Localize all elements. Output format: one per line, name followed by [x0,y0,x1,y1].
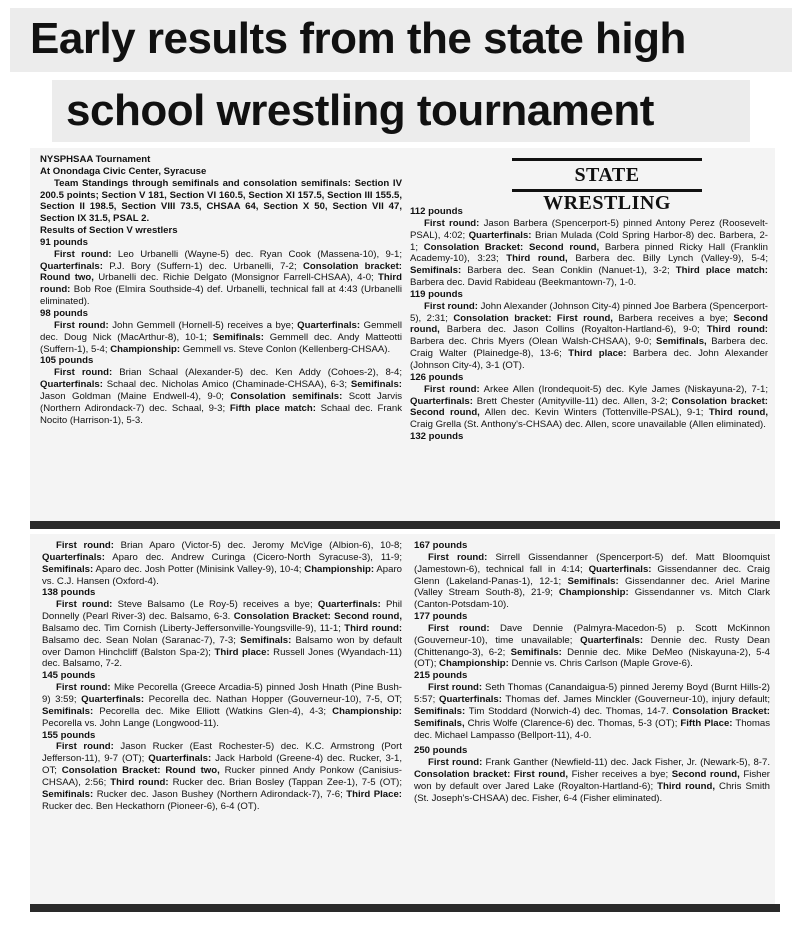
weight-class-results: First round: John Alexander (Johnson City-4) pinned Joe Barbera (Spencerport-5), 2:31; Consolation bracket: First round, Barbera receives a bye; Second round, Barbera dec. Jason Collins (Royalton-Hartland-6), 9-0; Third round: Barbera dec. Chris Myers (Olean Walsh-CHSAA), 9-0; Semifinals, Barbera dec. Craig Walter (Plainedge-8), 13-6; Third place: Barbera dec. John Alexander (Johnson City-4), 3-1 (OT). [410,300,768,371]
weight-class-heading: 177 pounds [414,611,468,623]
weight-class-results: First round: Sirrell Gissendanner (Spencerport-5) def. Matt Bloomquist (Jamestown-6), technical fall in 4:14; Quarterfinals: Gissendanner dec. Craig Glenn (Lakeland-Panas-1), 12-1; Semifinals: Gissendanner dec. Ariel Marine (Valley Stream South-8), 21-9; Championship: Gissendanner vs. Mitch Clark (Canton-Potsdam-10). [414,551,770,611]
state-wrestling-logo [512,158,702,214]
weight-class-results: First round: Brian Aparo (Victor-5) dec. Jeromy McVige (Albion-6), 10-8; Quarterfinals: Aparo dec. Andrew Curinga (Cicero-North Syracuse-3), 11-9; Semifinals: Aparo dec. Josh Potter (Minisink Valley-9), 10-4; Championship: Aparo vs. C.J. Hansen (Oxford-4). [42,540,402,587]
headline-line-2: school wrestling tournament [52,80,750,142]
column-rule-bottom [30,904,780,912]
weight-class-heading: 138 pounds [42,587,96,599]
weight-class-results: First round: Brian Schaal (Alexander-5) dec. Ken Addy (Cohoes-2), 8-4; Quarterfinals: Schaal dec. Nicholas Amico (Chaminade-CHSAA), 6-3; Semifinals: Jason Goldman (Maine Endwell-4), 9-0; Consolation semifinals: Scott Jarvis (Northern Adirondack-7) dec. Schaal, 9-3; Fifth place match: Schaal dec. Frank Nocito (Harrison-1), 5-3. [40,367,402,426]
weight-class-results: First round: Jason Rucker (East Rochester-5) dec. K.C. Armstrong (Port Jefferson-11), 9-7 (OT); Quarterfinals: Jack Harbold (Greene-4) dec. Rucker, 3-1, OT; Consolation Bracket: Round two, Rucker pinned Andy Ponkow (Canisius-CHSAA), 2:56; Third round: Rucker dec. Brian Bosley (Tappan Zee-1), 7-5 (OT); Semifinals: Rucker dec. Jason Bushey (Northern Adirondack-7), 7-6; Third Place: Rucker dec. Ben Heckathorn (Pioneer-6), 6-4 (OT). [42,741,402,812]
article-column-3 [42,540,402,910]
weight-class-heading: 112 pounds [410,206,463,217]
team-standings: Team Standings through semifinals and consolation semifinals: Section IV 200.5 points; Section V 181, Section VI 160.5, Section XI 157.5, Section III 155.5, Section II 198.5, Section VIII 73.5, CHSAA 64, Section X 50, Section VII 47, Section IX 31.5, PSAL 2. [40,177,402,225]
weight-class-results: First round: Arkee Allen (Irondequoit-5) dec. Kyle James (Niskayuna-2), 7-1; Quarterfinals: Brett Chester (Amityville-11) dec. Allen, 3-2; Consolation bracket: Second round, Allen dec. Kevin Winters (Tottenville-PSAL), 9-1; Third round, Craig Grella (St. Anthony's-CHSAA) dec. Allen, score unavailable (Allen eliminated). [410,383,768,431]
weight-class-heading: 215 pounds [414,670,468,682]
column-rule-top [30,521,780,529]
weight-class-heading: 145 pounds [42,670,96,682]
weight-class-results: First round: Leo Urbanelli (Wayne-5) dec. Ryan Cook (Massena-10), 9-1; Quarterfinals: P.J. Bory (Suffern-1) dec. Urbanelli, 7-2; Consolation bracket: Round two, Urbanelli dec. Richie Delgato (Monsignor Farrell-CHSAA), 4-0; Third round: Bob Roe (Elmira Southside-4) def. Urbanelli, technical fall at 4:43 (Urbanelli eliminated). [40,248,402,308]
weight-class-heading: 250 pounds [414,745,468,757]
tournament-venue: At Onondaga Civic Center, Syracuse [40,165,207,177]
weight-class-heading: 155 pounds [42,729,96,741]
weight-class-results: First round: John Gemmell (Hornell-5) receives a bye; Quarterfinals: Gemmell dec. Doug Nick (MacArthur-8), 10-1; Semifinals: Gemmell dec. Andy Matteotti (Suffern-1), 5-4; Championship: Gemmell vs. Steve Conlon (Kellenberg-CHSAA). [40,319,402,355]
weight-class-heading: 126 pounds [410,371,464,383]
article-column-2 [410,206,768,518]
weight-class-results: First round: Mike Pecorella (Greece Arcadia-5) pinned Josh Hnath (Pine Bush-9) 3:59; Quarterfinals: Pecorella dec. Nathan Hopper (Gouverneur-10), 7-5, OT; Semifinals: Pecorella dec. Mike Elliott (Watkins Glen-4), 4-3; Championship: Pecorella vs. John Lange (Longwood-11). [42,682,402,729]
weight-class-heading: 91 pounds [40,236,88,248]
tournament-title: NYSPHSAA Tournament [40,154,151,165]
weight-class-heading: 167 pounds [414,540,468,551]
weight-class-results: First round: Frank Ganther (Newfield-11) dec. Jack Fisher, Jr. (Newark-5), 8-7. Consolation bracket: First round, Fisher receives a bye; Second round, Fisher won by default over Jared Lake (Royalton-Hartland-6); Third round, Chris Smith (St. Joseph's-CHSAA) dec. Fisher, 6-4 (Fisher eliminated). [414,757,770,804]
article-column-4 [414,540,770,910]
weight-class-heading: 132 pounds [410,431,464,443]
results-label: Results of Section V wrestlers [40,225,178,237]
article-column-1 [40,154,402,520]
weight-class-heading: 98 pounds [40,307,88,319]
weight-class-heading: 105 pounds [40,355,94,367]
weight-class-results: First round: Steve Balsamo (Le Roy-5) receives a bye; Quarterfinals: Phil Donnelly (Pearl River-3) dec. Balsamo, 6-3. Consolation Bracket: Second round, Balsamo dec. Tim Cornish (Liberty-Jeffersonville-Youngsville-9), 11-1; Third round: Balsamo dec. Sean Nolan (Saranac-7), 7-3; Semifinals: Balsamo won by default over Damon Hinchcliff (Balston Spa-2); Third place: Russell Jones (Wyandach-11) dec. Balsamo, 7-2. [42,599,402,670]
weight-class-results: First round: Jason Barbera (Spencerport-5) pinned Antony Perez (Roosevelt-PSAL), 4:02; Quarterfinals: Brian Mulada (Cold Spring Harbor-8) dec. Barbera, 2-1; Consolation Bracket: Second round, Barbera pinned Ricky Hall (Franklin Academy-10), 3:23; Third round, Barbera dec. Billy Lynch (Valley-9), 5-4; Semifinals: Barbera dec. Sean Conklin (Nanuet-1), 3-2; Third place match: Barbera dec. David Rabideau (Beekmantown-7), 1-0. [410,217,768,289]
weight-class-results: First round: Seth Thomas (Canandaigua-5) pinned Jeremy Boyd (Burnt Hills-2) 5:57; Quarterfinals: Thomas def. James Minckler (Gouverneur-10), injury default; Semifinals: Tim Stoddard (Norwich-4) dec. Thomas, 14-7. Consolation Bracket: Semifinals, Chris Wolfe (Clarence-6) dec. Thomas, 5-3 (OT); Fifth Place: Thomas dec. Michael Lampasso (Bellport-11), 4-0. [414,682,770,741]
weight-class-heading: 119 pounds [410,288,463,300]
logo-text: STATE WRESTLING [543,164,671,214]
headline-line-1: Early results from the state high [10,8,792,72]
weight-class-results: First round: Dave Dennie (Palmyra-Macedon-5) p. Scott McKinnon (Gouverneur-10), time unavailable; Quarterfinals: Dennie dec. Rusty Dean (Chittenango-3), 6-2; Semifinals: Dennie dec. Mike DeMeo (Niskayuna-2), 5-4 (OT); Championship: Dennie vs. Chris Carlson (Maple Grove-6). [414,622,770,670]
